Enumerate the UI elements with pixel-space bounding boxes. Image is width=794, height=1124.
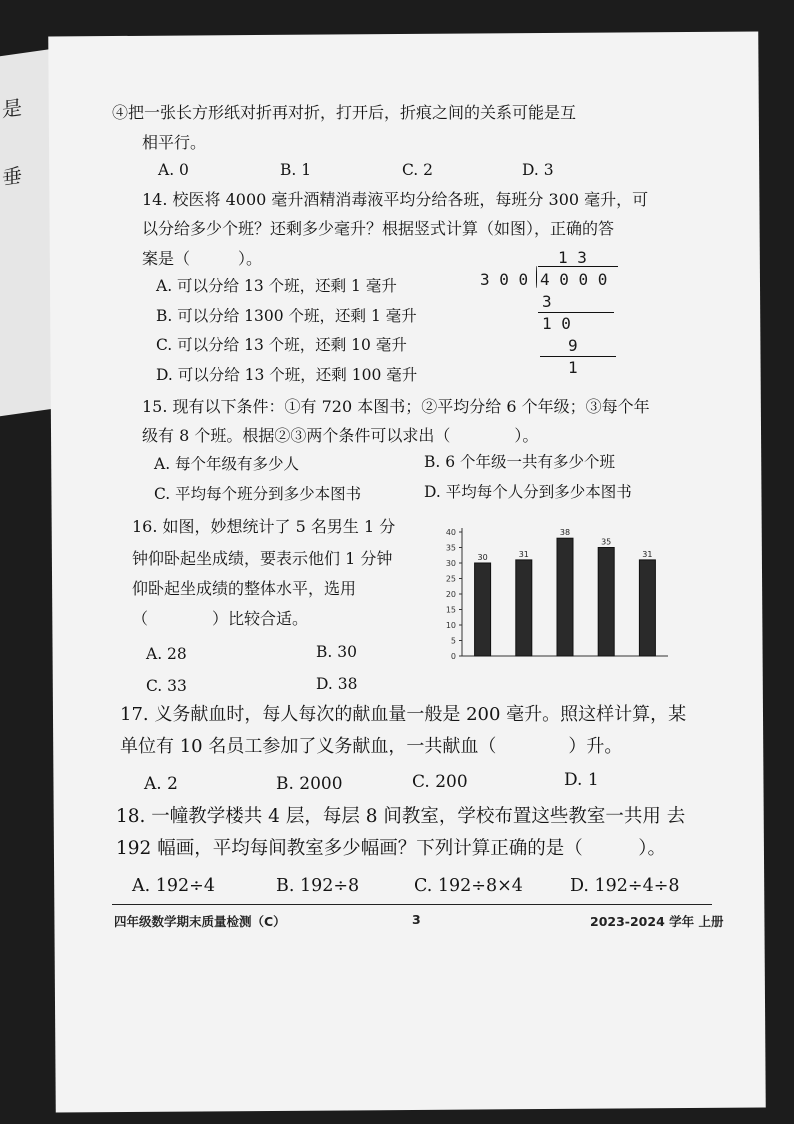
left-page-char: 是	[2, 95, 22, 122]
q16-option-c[interactable]: C. 33	[146, 677, 187, 695]
q16-option-a[interactable]: A. 28	[146, 645, 187, 663]
q13-option-d[interactable]: D. 3	[522, 161, 554, 179]
q14-option-b[interactable]: B. 可以分给 1300 个班，还剩 1 毫升	[156, 307, 417, 325]
q15-line1: 15. 现有以下条件：①有 720 本图书；②平均分给 6 个年级；③每个年	[142, 397, 650, 416]
y-tick-label: 20	[445, 590, 456, 599]
q16-line4: （ ）比较合适。	[132, 609, 309, 628]
q14-option-c[interactable]: C. 可以分给 13 个班，还剩 10 毫升	[156, 336, 407, 354]
y-tick-label: 25	[445, 574, 456, 584]
division-step1: 3	[542, 292, 552, 311]
q18-option-d[interactable]: D. 192÷4÷8	[570, 876, 680, 896]
bar	[475, 563, 491, 656]
division-remainder: 1	[568, 358, 578, 377]
footer-school-year: 2023-2024 学年 上册	[590, 914, 724, 929]
division-step3: 9	[568, 336, 578, 355]
q18-line2: 192 幅画，平均每间教室多少幅画？下列计算正确的是（ ）。	[116, 838, 666, 859]
y-tick-label: 35	[445, 543, 456, 553]
q17-option-a[interactable]: A. 2	[144, 774, 178, 794]
q18-line1: 18. 一幢教学楼共 4 层，每层 8 间教室，学校布置这些教室一共用 去	[116, 806, 686, 827]
bar	[639, 560, 655, 656]
q17-line1: 17. 义务献血时，每人每次的献血量一般是 200 毫升。照这样计算，某	[120, 704, 687, 725]
bar-data-label: 30	[477, 553, 488, 562]
q13-option-c[interactable]: C. 2	[402, 161, 434, 179]
q18-option-a[interactable]: A. 192÷4	[132, 876, 215, 896]
q13-statement-line2: 相平行。	[142, 133, 207, 152]
division-divisor: 3 0 0	[480, 270, 529, 289]
q15-line2: 级有 8 个班。根据②③两个条件可以求出（ ）。	[142, 426, 539, 445]
q17-line2: 单位有 10 名员工参加了义务献血，一共献血（ ）升。	[120, 736, 623, 757]
q13-option-b[interactable]: B. 1	[280, 161, 312, 179]
y-tick-label: 30	[445, 559, 456, 568]
bar-data-label: 31	[642, 549, 653, 559]
q18-option-c[interactable]: C. 192÷8×4	[414, 876, 523, 896]
q16-line3: 仰卧起坐成绩的整体水平，选用	[132, 579, 357, 598]
y-tick-label: 15	[445, 605, 456, 615]
q16-option-b[interactable]: B. 30	[316, 643, 357, 661]
q18-option-b[interactable]: B. 192÷8	[276, 876, 360, 896]
q17-option-b[interactable]: B. 2000	[276, 774, 343, 794]
bar	[516, 560, 532, 656]
footer-title: 四年级数学期末质量检测（C）	[114, 914, 286, 929]
division-dividend: 4 0 0 0	[540, 270, 608, 289]
y-tick-label: 5	[450, 636, 456, 646]
q14-option-d[interactable]: D. 可以分给 13 个班，还剩 100 毫升	[156, 366, 418, 384]
q13-statement-line1: ④把一张长方形纸对折再对折，打开后，折痕之间的关系可能是互	[112, 103, 577, 122]
q15-option-c[interactable]: C. 平均每个班分到多少本图书	[154, 485, 362, 503]
q15-option-d[interactable]: D. 平均每个人分到多少本图书	[424, 483, 632, 501]
q16-line2: 钟仰卧起坐成绩，要表示他们 1 分钟	[132, 549, 393, 568]
y-tick-label: 10	[445, 621, 456, 630]
long-division-figure	[480, 248, 630, 383]
bar	[557, 538, 573, 656]
q14-line2: 以分给多少个班？还剩多少毫升？根据竖式计算（如图），正确的答	[142, 219, 615, 238]
q14-line3: 案是（ ）。	[142, 249, 263, 268]
y-tick-label: 0	[450, 652, 456, 661]
bar-data-label: 35	[601, 537, 612, 547]
bar	[598, 548, 614, 657]
q13-option-a[interactable]: A. 0	[158, 161, 189, 179]
q16-option-d[interactable]: D. 38	[316, 675, 358, 693]
q15-option-b[interactable]: B. 6 个年级一共有多少个班	[424, 453, 616, 471]
q17-option-d[interactable]: D. 1	[564, 770, 599, 790]
division-step2: 1 0	[542, 314, 571, 333]
q15-option-a[interactable]: A. 每个年级有多少人	[154, 455, 300, 473]
q14-line1: 14. 校医将 4000 毫升酒精消毒液平均分给各班，每班分 300 毫升，可	[142, 190, 649, 209]
left-page-char: 垂	[2, 163, 22, 190]
situp-bar-chart	[438, 520, 678, 670]
q16-line1: 16. 如图，妙想统计了 5 名男生 1 分	[132, 517, 396, 536]
bar-data-label: 38	[559, 528, 571, 538]
footer-rule	[112, 904, 712, 905]
q17-option-c[interactable]: C. 200	[412, 772, 468, 792]
division-quotient: 1 3	[558, 248, 587, 267]
bar-data-label: 31	[518, 549, 529, 559]
q14-option-a[interactable]: A. 可以分给 13 个班，还剩 1 毫升	[156, 277, 397, 295]
y-tick-label: 40	[445, 528, 456, 537]
page-number: 3	[412, 912, 421, 927]
